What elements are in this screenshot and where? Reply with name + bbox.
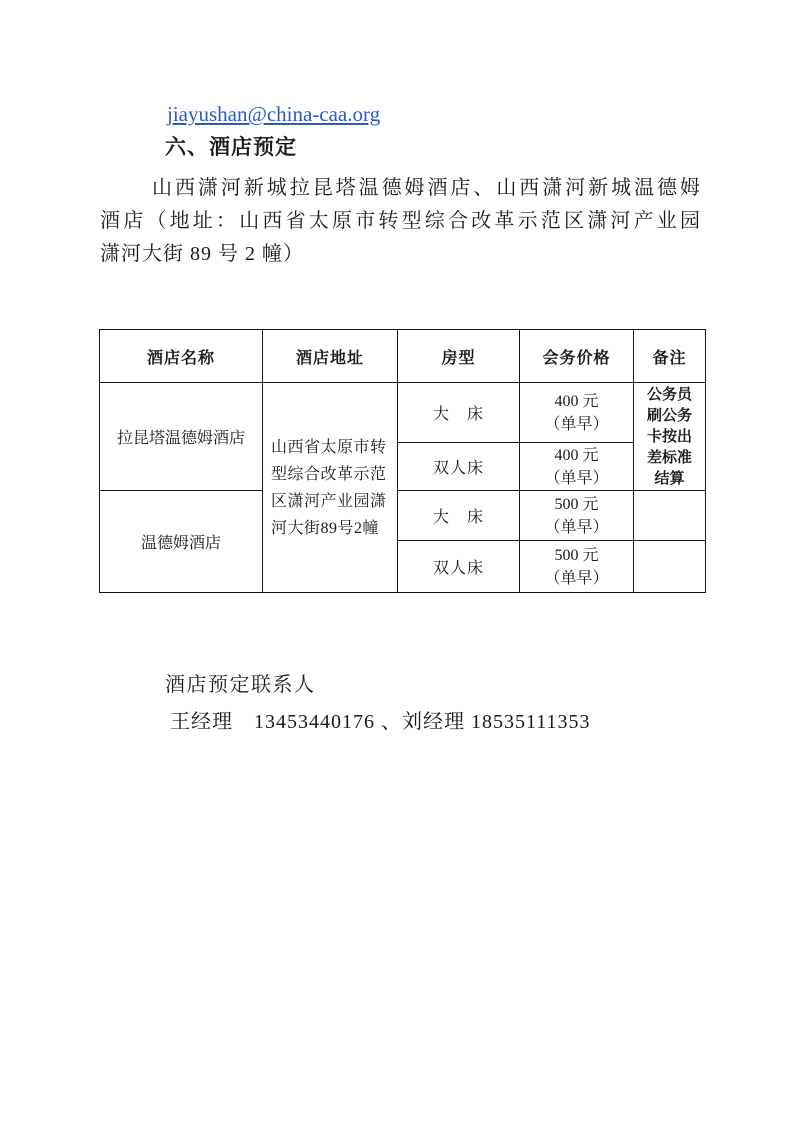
price-cell: [520, 383, 634, 443]
price-cell: [520, 443, 634, 491]
intro-paragraph: [100, 172, 701, 271]
price-breakfast: （单早）: [544, 415, 609, 433]
price-cell: [520, 491, 634, 541]
paragraph-line: 酒店（地址：山西省太原市转型综合改革示范区潇河产业园: [100, 210, 701, 232]
contact-phone-line: 王经理 13453440176 、刘经理 18535111353: [170, 711, 591, 733]
header-price: 会务价格: [520, 330, 634, 383]
price-amount: 500 元: [554, 495, 599, 513]
note-cell-empty: [634, 491, 706, 541]
room-type-cell: 大 床: [398, 491, 520, 541]
price-amount: 500 元: [554, 546, 599, 564]
note-cell-empty: [634, 541, 706, 593]
table-header-row: [100, 330, 706, 383]
price-breakfast: （单早）: [544, 569, 609, 587]
hotel-name-cell: 温德姆酒店: [100, 491, 263, 593]
hotel-address-cell: 山西省太原市转型综合改革示范区潇河产业园潇河大街89号2幢: [263, 383, 398, 593]
table-row: [100, 383, 706, 443]
header-hotel-name: 酒店名称: [100, 330, 263, 383]
hotel-name-cell: 拉昆塔温德姆酒店: [100, 383, 263, 491]
email-link[interactable]: jiayushan@china-caa.org: [167, 102, 381, 126]
price-breakfast: （单早）: [544, 518, 609, 536]
header-room-type: 房型: [398, 330, 520, 383]
price-amount: 400 元: [554, 392, 599, 410]
note-cell: 公务员刷公务卡按出差标准结算: [634, 383, 706, 491]
section-heading: 六、酒店预定: [165, 136, 297, 159]
header-note: 备注: [634, 330, 706, 383]
price-amount: 400 元: [554, 446, 599, 464]
room-type-cell: 大 床: [398, 383, 520, 443]
price-breakfast: （单早）: [544, 469, 609, 487]
table-row: [100, 491, 706, 541]
header-hotel-address: 酒店地址: [263, 330, 398, 383]
room-type-cell: 双人床: [398, 443, 520, 491]
price-cell: [520, 541, 634, 593]
hotel-table: [99, 329, 706, 593]
contact-label: 酒店预定联系人: [165, 674, 316, 696]
room-type-cell: 双人床: [398, 541, 520, 593]
paragraph-line: 山西潇河新城拉昆塔温德姆酒店、山西潇河新城温德姆: [152, 177, 701, 199]
paragraph-line: 潇河大街 89 号 2 幢）: [100, 243, 304, 265]
